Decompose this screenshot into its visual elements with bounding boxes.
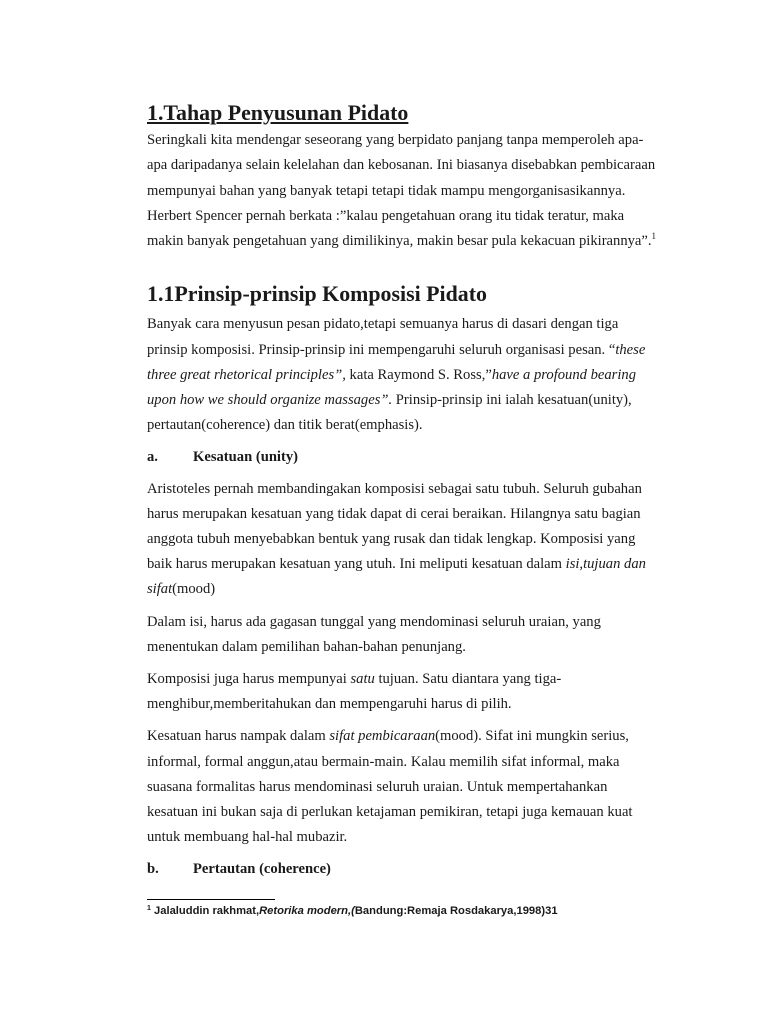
list-letter: b. — [147, 861, 159, 878]
paragraph-text: Banyak cara menyusun pesan pidato,tetapi semuanya harus di dasari dengan tiga prinsip komposisi. Prinsip-prinsip ini mempengaruhi seluruh organisasi pesan. — [147, 316, 619, 358]
section-heading: 1.Tahap Penyusunan Pidato — [147, 100, 409, 125]
footnote — [147, 904, 558, 918]
footnote-separator — [147, 899, 275, 900]
paragraph-text: tujuan. Satu diantara yang tiga-menghibur,memberitahukan dan mempengaruhi harus di pilih. — [147, 671, 562, 713]
paragraph-text: Aristoteles pernah membandingakan komposisi sebagai satu tubuh. Seluruh gubahan harus merupakan kesatuan yang tidak dapat di cerai beraikan. Hilangnya satu bagian anggota tubuh menyebabkan bentuk yang rusak dan tidak lengkap. Komposisi yang baik harus merupakan kesatuan yang utuh. Ini meliputi kesatuan dalam — [147, 480, 642, 573]
paragraph-text: Kesatuan harus nampak dalam — [147, 728, 330, 745]
subheading-title: Pertautan (coherence) — [193, 861, 331, 878]
footnote-author: Jalaluddin rakhmat, — [150, 905, 260, 917]
subheading-title: Kesatuan (unity) — [193, 449, 299, 466]
list-letter: a. — [147, 449, 158, 466]
paragraph — [147, 667, 657, 717]
italic-text: sifat pembicaraan — [329, 728, 436, 745]
footnote-reference[interactable]: 1 — [651, 231, 657, 242]
italic-quote: have a profound bearing upon how we should organize massages”. — [147, 366, 636, 409]
paragraph: Dalam isi, harus ada gagasan tunggal yang mendominasi seluruh uraian, yang menentukan dalam pemilihan bahan-bahan penunjang. — [147, 613, 601, 655]
subheading-b — [147, 857, 657, 882]
paragraph — [147, 477, 657, 603]
paragraph-text: Prinsip-prinsip ini ialah kesatuan(unity), pertautan(coherence) dan titik berat(emphasis). — [147, 392, 632, 434]
spacer — [147, 261, 657, 281]
paragraph — [147, 312, 657, 438]
paragraph — [147, 724, 657, 850]
paragraph-text: kata Raymond S. Ross,” — [345, 366, 492, 383]
paragraph-text: Komposisi juga harus mempunyai — [147, 671, 351, 688]
paragraph-text: (mood) — [172, 581, 216, 598]
footnote-paren: ( — [351, 905, 355, 917]
quote-mark: “ — [608, 341, 616, 358]
paragraph-text: (mood). Sifat ini mungkin serius, informal, formal anggun,atau bermain-main. Kalau memilih sifat informal, maka suasana formalitas harus mendominasi seluruh uraian. Untuk mempertahankan kesatuan ini bukan saja di perlukan ketajaman pemikiran, tetapi juga kemauan kuat untuk membuang hal-hal mubazir. — [147, 728, 633, 846]
footnote-number: 1 — [147, 905, 151, 912]
footnote-book-title: Retorika modern, — [259, 905, 352, 917]
subheading-a — [147, 445, 657, 470]
page-content — [147, 100, 657, 889]
italic-quote: these three great rhetorical principles”, — [147, 341, 646, 383]
section-heading: 1.1Prinsip-prinsip Komposisi Pidato — [147, 281, 487, 307]
footnote-publication: Bandung:Remaja Rosdakarya,1998)31 — [354, 905, 558, 917]
italic-text: satu — [350, 671, 375, 688]
paragraph — [147, 128, 657, 254]
paragraph-text: Seringkali kita mendengar seseorang yang berpidato panjang tanpa memperoleh apa-apa daripadanya selain kelelahan dan kebosanan. Ini biasanya disebabkan pembicaraan mempunyai bahan yang banyak tetapi tetapi tidak mampu mengorganisasikannya. Herbert Spencer pernah berkata :”kalau pengetahuan orang itu tidak teratur, maka makin banyak pengetahuan yang dimilikinya, makin besar pula kekacuan pikirannya”. — [147, 132, 656, 250]
italic-text: isi,tujuan dan sifat — [147, 556, 646, 598]
